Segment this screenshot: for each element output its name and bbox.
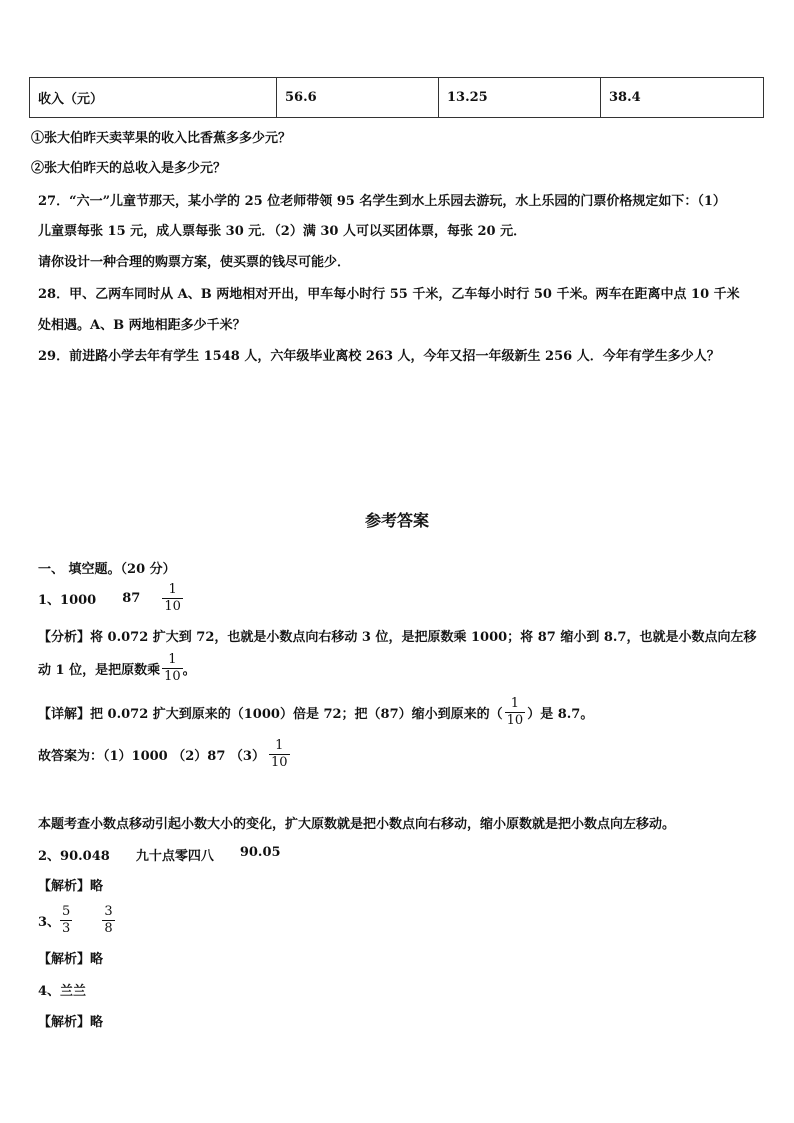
result-fraction bbox=[269, 739, 290, 770]
table-row bbox=[30, 78, 764, 118]
answer-3-prefix: 3、 bbox=[38, 914, 61, 930]
answer-1-line bbox=[38, 580, 183, 616]
answer-1-fraction bbox=[162, 583, 183, 614]
fraction-denominator: 3 bbox=[62, 920, 71, 936]
answer-2-analysis: 【解析】略 bbox=[38, 879, 104, 894]
table-cell-value: 38.4 bbox=[601, 78, 764, 118]
answer-3-fraction-2 bbox=[102, 905, 114, 936]
answer-1-analysis-line2 bbox=[38, 650, 196, 686]
fraction-denominator: 8 bbox=[104, 920, 113, 936]
answer-2-value-1: 2、90.048 bbox=[38, 849, 110, 864]
answer-1-value-1: 1、1000 bbox=[38, 592, 97, 608]
answer-4-analysis: 【解析】略 bbox=[38, 1015, 104, 1030]
q28-line1: 28．甲、乙两车同时从 A、B 两地相对开出，甲车每小时行 55 千米，乙车每小时行 50 千米。两车在距离中点 10 千米 bbox=[38, 287, 740, 302]
fraction-denominator: 10 bbox=[270, 754, 288, 770]
fraction-numerator: 5 bbox=[62, 903, 71, 919]
analysis-fraction bbox=[162, 653, 183, 684]
answer-1-analysis-line1: 【分析】将 0.072 扩大到 72，也就是小数点向右移动 3 位，是把原数乘 1000；将 87 缩小到 8.7，也就是小数点向左移 bbox=[38, 630, 757, 645]
analysis-text-end: 。 bbox=[182, 662, 196, 678]
answer-2-value-3: 90.05 bbox=[239, 845, 281, 860]
q26-sub1: ①张大伯昨天卖苹果的收入比香蕉多多少元？ bbox=[31, 131, 292, 146]
answer-4-line: 4、兰兰 bbox=[38, 984, 87, 999]
table-cell-value: 56.6 bbox=[277, 78, 439, 118]
detail-fraction bbox=[505, 697, 526, 728]
q27-line3: 请你设计一种合理的购票方案，使买票的钱尽可能少． bbox=[38, 255, 351, 270]
fraction-denominator: 10 bbox=[164, 598, 181, 614]
q28-line2: 处相遇。A、B 两地相距多少千米？ bbox=[38, 318, 246, 333]
income-table bbox=[29, 77, 764, 118]
fraction-numerator: 1 bbox=[510, 695, 520, 711]
answer-1-value-2: 87 bbox=[122, 590, 141, 606]
fraction-denominator: 10 bbox=[506, 712, 524, 728]
q26-sub2: ②张大伯昨天的总收入是多少元？ bbox=[31, 161, 227, 176]
answers-section-heading: 一、 填空题。（20 分） bbox=[38, 562, 176, 577]
answer-1-detail bbox=[38, 694, 593, 730]
answer-2-value-2: 九十点零四八 bbox=[135, 849, 214, 864]
analysis-text: 动 1 位，是把原数乘 bbox=[38, 662, 161, 678]
q27-line1: 27．“六一”儿童节那天，某小学的 25 位老师带领 95 名学生到水上乐园去游玩，水上乐园的门票价格规定如下：（1） bbox=[38, 194, 726, 209]
detail-text-end: ）是 8.7。 bbox=[527, 706, 594, 722]
result-text: 故答案为：（1）1000 （2）87 （3） bbox=[38, 748, 265, 764]
table-cell-value: 13.25 bbox=[439, 78, 601, 118]
fraction-numerator: 1 bbox=[168, 651, 177, 667]
q29-line1: 29．前进路小学去年有学生 1548 人，六年级毕业离校 263 人，今年又招一年级新生 256 人．今年有学生多少人？ bbox=[38, 349, 720, 364]
answer-3-line bbox=[38, 900, 115, 940]
fraction-numerator: 1 bbox=[168, 581, 177, 597]
answer-3-fraction-1 bbox=[60, 905, 72, 936]
answer-1-result bbox=[38, 736, 290, 772]
q27-line2: 儿童票每张 15 元，成人票每张 30 元．（2）满 30 人可以买团体票，每张 20 元． bbox=[38, 224, 527, 239]
answer-3-analysis: 【解析】略 bbox=[38, 952, 104, 967]
fraction-numerator: 3 bbox=[104, 903, 113, 919]
table-cell-label: 收入（元） bbox=[30, 78, 277, 118]
answer-2-line bbox=[38, 845, 281, 864]
answers-title: 参考答案 bbox=[364, 511, 429, 530]
fraction-numerator: 1 bbox=[275, 737, 284, 753]
fraction-denominator: 10 bbox=[164, 668, 181, 684]
answer-1-note: 本题考查小数点移动引起小数大小的变化，扩大原数就是把小数点向右移动，缩小原数就是把小数点向左移动。 bbox=[38, 817, 676, 832]
detail-text: 【详解】把 0.072 扩大到原来的（1000）倍是 72；把（87）缩小到原来的（ bbox=[38, 706, 503, 722]
